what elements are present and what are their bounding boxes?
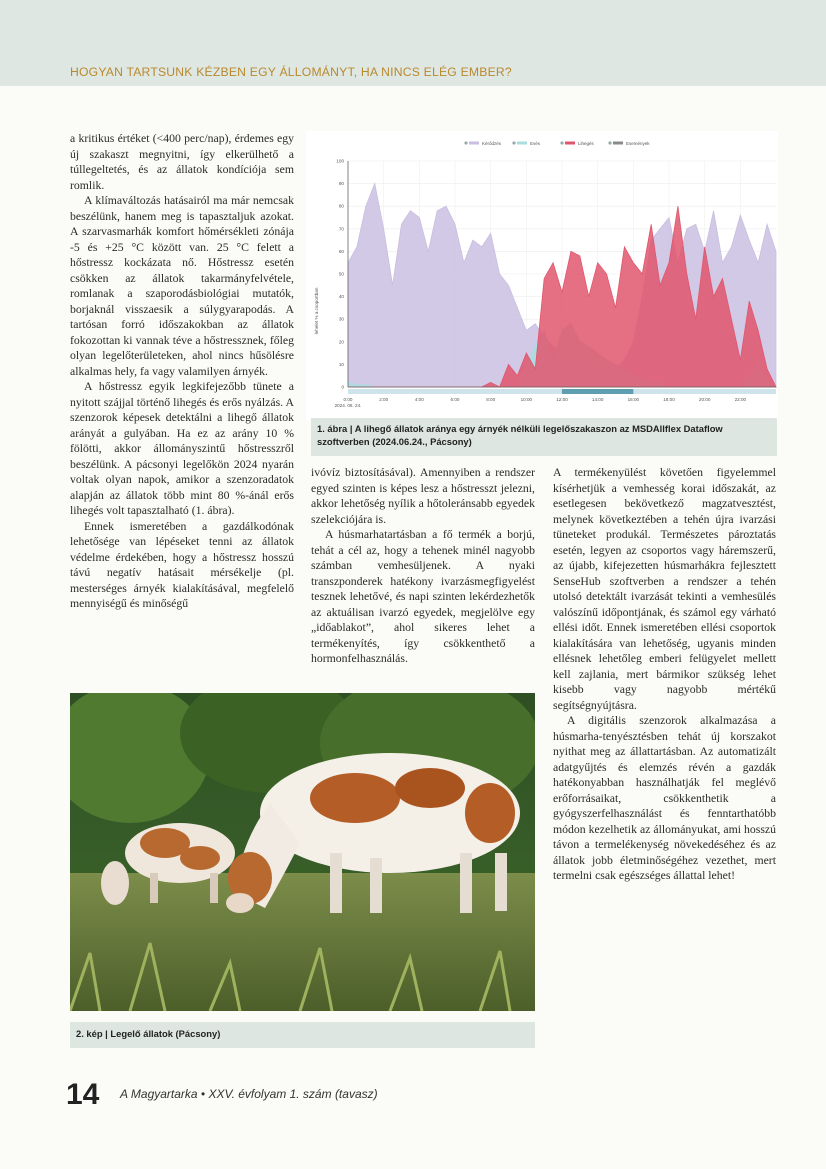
y-tick-label: 10 [338,361,344,367]
journal-footer: A Magyartarka • XXV. évfolyam 1. szám (tavasz) [120,1087,378,1101]
date-label: 2024. 06. 24. [334,403,362,408]
x-tick-label: 4:00 [414,397,424,402]
x-tick-label: 12:00 [556,397,568,402]
x-tick-label: 0:00 [343,397,353,402]
photo-caption: 2. kép | Legelő állatok (Pácsony) [70,1022,535,1048]
x-tick-label: 8:00 [486,397,496,402]
x-tick-label: 6:00 [450,397,460,402]
legend-label: Események [626,141,650,146]
legend-toggle [512,141,515,144]
y-tick-label: 60 [338,248,344,254]
legend-swatch [613,142,623,145]
y-tick-label: 0 [341,384,344,390]
paragraph: A termékenyülést követően figyelemmel kísérhetjük a vemhesség korai időszakát, az esetlegesen bekövetkező magzatvesztést, melynek következtében a tehén újra ivarzási tüneteket produkál. Természetes pároztatás esetén, legyen az csoportos vagy háremszerű, az újabb, kifejezetten húsmarhákra fejlesztett SenseHub szoftverben a rendszer a tehén utolsó detektált ivarzását tekinti a vemhesülés valószínű időpontjának, és számol egy várható ellési időt. Ennek ismeretében ellési csoportok kialakítására van lehetőség, ugyanis minden ellésnek lehetőleg emberi felügyelet mellett kell zajlania, mert bármikor szükség lehet kisebb vagy nagyobb mértékű segítségnyújtásra. [553,466,776,712]
page-number: 14 [66,1078,100,1111]
legend-toggle [608,141,611,144]
figure-1-caption: 1. ábra | A lihegő állatok aránya egy árnyék nélküli legelőszakaszon az MSDAllflex Dataflow szoftverben (2024.06.24., Pácsony) [311,418,777,456]
legend-swatch [565,142,575,145]
x-tick-label: 10:00 [520,397,533,402]
paragraph: A hőstressz egyik legkifejezőbb tünete a nyitott szájjal történő lihegés és erős nyálzás. A szenzorok képesek detektálni a lihegő állatok arányát a gulyában. Ha ez az arány 10 % fölötti, akkor állományszintű hőstresszről beszélünk. A pácsonyi legelőkön 2024 nyarán voltak olyan napok, amikor a szenzoradatok alapján az állatok több mint 80 %-ánál erős lihegés volt tapasztalható (1. ábra). [70,380,294,517]
text-column-2 [311,465,535,667]
page-header-title: HOGYAN TARTSUNK KÉZBEN EGY ÁLLOMÁNYT, HA NINCS ELÉG EMBER? [70,65,512,79]
x-tick-label: 18:00 [663,397,675,402]
y-tick-label: 20 [338,339,344,345]
y-tick-label: 50 [338,271,344,277]
text-column-3 [553,465,776,884]
paragraph: a kritikus értéket (<400 perc/nap), érdemes egy új szakaszt megnyitni, így elkerülhető a túllegeltetés, és az állatok kondíciója sem romlik. [70,132,294,192]
legend-swatch [517,142,527,145]
x-tick-label: 22:00 [734,397,747,402]
y-axis-label: lehelet % a csoportban [314,287,319,335]
legend-label: Lihegés [578,141,594,146]
y-tick-label: 70 [338,226,344,232]
legend-label: Evés [530,141,541,146]
grazing-cattle-photo [70,693,535,1011]
y-tick-label: 40 [338,294,344,300]
paragraph: A klímaváltozás hatásairól ma már nemcsak beszélünk, hanem meg is tapasztaljuk azokat. A szarvasmarhák komfort hőmérsékleti zónája -5 és +25 °C között van. 25 °C felett a hőstressz kockázata nő. Hőstressz esetén csökken az állatok takarmányfelvétele, romlanak a szaporodásbiológiai mutatók, borjaknál visszaesik a súlygyarapodás. A tartósan forró időszakokban az állatok fokozottan ki vannak téve a hőstressznek, főleg olyan legelőterületeken, ahol nincs hűsölésre alkalmas hely, fa vagy valamilyen árnyék. [70,194,294,378]
paragraph: A digitális szenzorok alkalmazása a húsmarha-tenyésztésben tehát új korszakot nyithat meg az állattartásban. Az automatizált adatgyűjtés és elemzés révén a gazdák hatékonyabban használhatják fel meglévő erőforrásaikat, csökkenthetik a gyógyszerfelhasználást és fenntarthatóbb módon kezelhetik az állományukat, ami hosszú távon a termelékenység növekedéséhez és az állatok jobb életminőségéhez vezethet, mert termelni csak egészséges állattal lehet! [553,714,776,882]
paragraph: A húsmarhatartásban a fő termék a borjú, tehát a cél az, hogy a tehenek minél nagyobb számban vemhesüljenek. A nyaki transzponderek hatékony ivarzásmegfigyelést tesznek lehetővé, és napi szinten lekérdezhetők az aktuálisan ivarzó egyedek, megjelölve egy „időablakot”, ahol sikeres lehet a termékenyítés, így csökkenthető a hormonfelhasználás. [311,528,535,665]
y-tick-label: 80 [338,203,344,209]
text-column-1 [70,131,294,612]
paragraph: Ennek ismeretében a gazdálkodónak lehetősége van lépéseket tenni az állatok védelme érdekében, hogy a hőstressz hosszú távú negatív hatásait mérsékelje (pl. mesterséges árnyék kialakításával, megfelelő mennyiségű és minőségű [70,519,294,610]
x-tick-label: 16:00 [627,397,640,402]
x-tick-label: 2:00 [379,397,389,402]
legend-label: Kérődzés [482,141,502,146]
chart-svg [306,131,778,421]
range-slider-handle [562,389,633,394]
figure-1-chart [306,131,778,421]
y-tick-label: 30 [338,316,344,322]
y-tick-label: 100 [336,158,344,164]
legend-toggle [560,141,563,144]
x-tick-label: 14:00 [591,397,604,402]
paragraph: ivóvíz biztosításával). Amennyiben a rendszer egyed szinten is képes lesz a hőstresszt jelezni, akkor lehetőség nyílik a hőtoleránsabb egyedek szelekciójára is. [311,466,535,526]
legend-swatch [469,142,479,145]
legend-toggle [464,141,467,144]
y-tick-label: 90 [338,181,344,187]
x-tick-label: 20:00 [698,397,711,402]
